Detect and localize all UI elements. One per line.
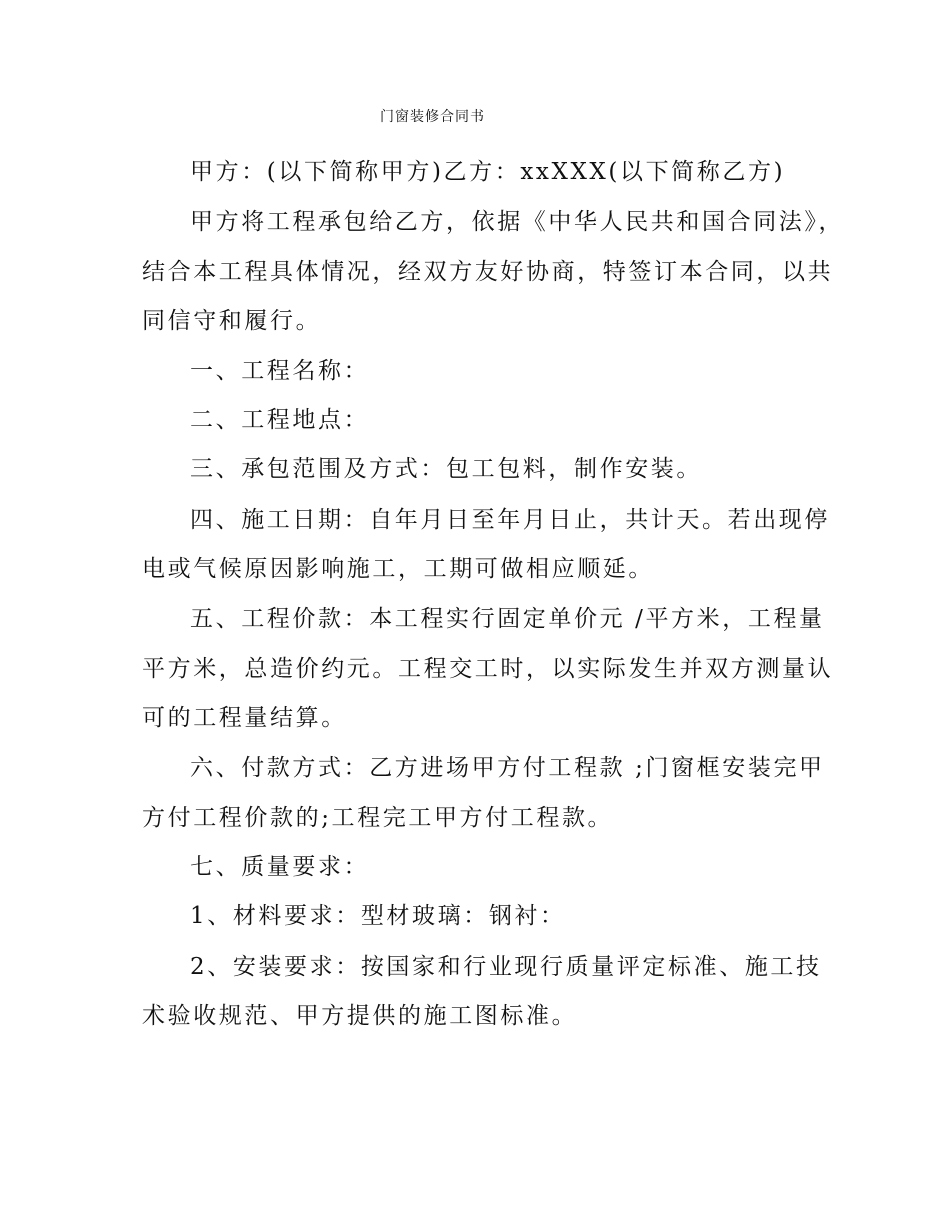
clause-payment-cont: 方付工程价款的;工程完工甲方付工程款。: [142, 805, 614, 831]
clause-price-cont: 平方米，总造价约元。工程交工时，以实际发生并双方测量认: [142, 656, 834, 682]
clause-price-cont: 可的工程量结算。: [142, 705, 347, 731]
clause-project-name: 一、工程名称：: [190, 358, 370, 384]
clause-schedule-cont: 电或气候原因影响施工，工期可做相应顺延。: [142, 556, 654, 582]
paragraph-line: 结合本工程具体情况，经双方友好协商，特签订本合同，以共: [142, 259, 834, 285]
clause-payment: 六、付款方式：乙方进场甲方付工程款 ;门窗框安装完甲: [190, 755, 825, 781]
paragraph-line: 甲方将工程承包给乙方，依据《中华人民共和国合同法》，: [190, 209, 845, 235]
paragraph-line: 同信守和履行。: [142, 308, 322, 334]
clause-installation: 2、安装要求：按国家和行业现行质量评定标准、施工技: [190, 954, 822, 980]
party-line: 甲方：(以下简称甲方)乙方：xxXXX(以下简称乙方): [190, 159, 786, 185]
clause-schedule: 四、施工日期：自年月日至年月日止，共计天。若出现停: [190, 507, 830, 533]
clause-price: 五、工程价款：本工程实行固定单价元 /平方米，工程量: [190, 606, 825, 632]
clause-installation-cont: 术验收规范、甲方提供的施工图标准。: [142, 1003, 578, 1029]
clause-material: 1、材料要求：型材玻璃：钢衬：: [190, 903, 566, 929]
clause-quality: 七、质量要求：: [190, 854, 370, 880]
clause-project-location: 二、工程地点：: [190, 407, 370, 433]
clause-scope: 三、承包范围及方式：包工包料，制作安装。: [190, 456, 702, 482]
document-title: 门窗装修合同书: [380, 109, 485, 125]
